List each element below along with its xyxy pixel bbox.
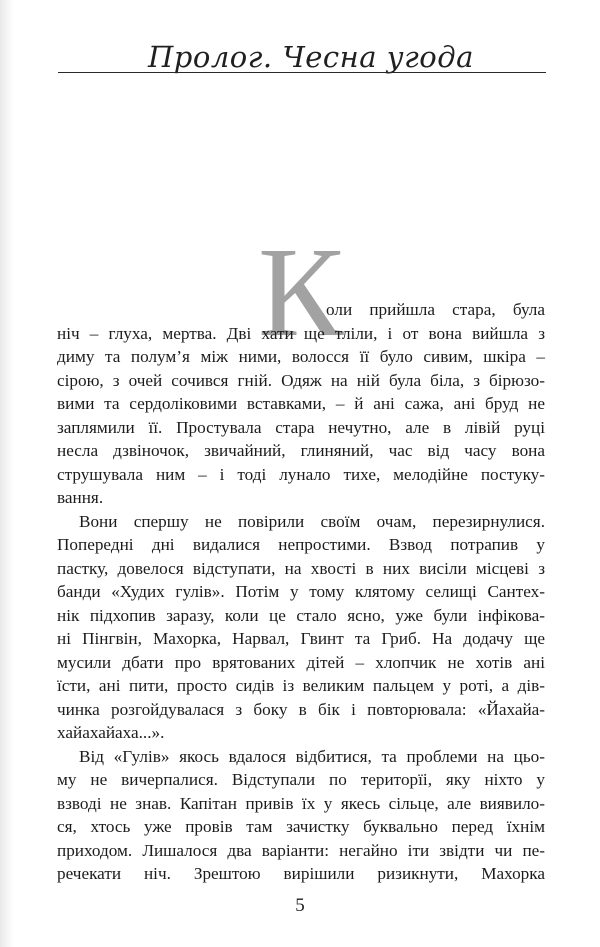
text-line: речекати ніч. Зрештою вирішили ризикнути, Махорка [57,864,545,883]
paragraph-2 [57,510,545,745]
text-line: хайахайаха...». [57,723,165,742]
text-line: оли прийшла стара, була [326,300,545,319]
paragraph-3 [57,745,545,886]
text-line: нік підхопив заразу, коли це стало ясно, уже були інфікова- [57,605,545,625]
text-line: взводі не знав. Капітан привів їх у якесь сільце, але виявило- [57,793,545,813]
text-line: Від «Гулів» якось вдалося відбитися, та проблеми на цьо- [79,746,545,766]
text-line: сірою, з очей сочився гній. Одяж на ній була біла, з бірюзо- [57,370,545,390]
text-line: ніч – глуха, мертва. Дві хати ще тліли, і от вона вийшла з [57,323,545,343]
text-line: струшувала ним – і тоді лунало тихе, мелодійне постуку- [57,464,545,484]
text-line: приходом. Лишалося два варіанти: негайно іти звідти чи пе- [57,840,545,860]
text-line: чинка розгойдувалася з боку в бік і повторювала: «Йахайа- [57,699,545,719]
text-line: пастку, довелося відступати, на хвості в них висіли місцеві з [57,558,545,578]
page-edge-shadow [0,0,14,947]
text-line: Попередні дні видалися непростими. Взвод потрапив у [57,535,545,554]
text-line: заплямили її. Простувала стара нечутно, але в лівій руці [57,417,545,437]
text-line: вання. [57,488,104,507]
title-rule [58,72,546,73]
text-line: банди «Худих гулів». Потім у тому клятому селищі Сантех- [57,582,545,601]
paragraph-1 [57,322,545,510]
text-line: їсти, ані пити, просто сидів із великим пальцем у роті, а дів- [57,676,545,695]
page-number: 5 [295,895,305,916]
text-line: несла дзвіночок, звичайний, глиняний, час від часу вона [57,441,545,460]
text-line: ні Пінгвін, Махорка, Нарвал, Гвинт та Гриб. На додачу ще [57,629,545,648]
drop-cap: К [258,221,344,363]
text-line: Вони спершу не повірили своїм очам, перезирнулися. [79,511,545,531]
text-line: диму та полум’я між ними, волосся її було сивим, шкіра – [57,347,545,366]
chapter-title: Пролог. Чесна угода [148,40,474,74]
text-line: вими та сердоліковими вставками, – й ані сажа, ані бруд не [57,394,545,413]
text-line: му не вичерпалися. Відступали по територїі, яку ніхто у [57,770,545,789]
text-line: ся, хтось уже провів там зачистку буквально перед їхнім [57,817,545,836]
text-line: мусили дбати про врятованих дітей – хлопчик не хотів ані [57,652,545,672]
first-line [326,298,545,322]
